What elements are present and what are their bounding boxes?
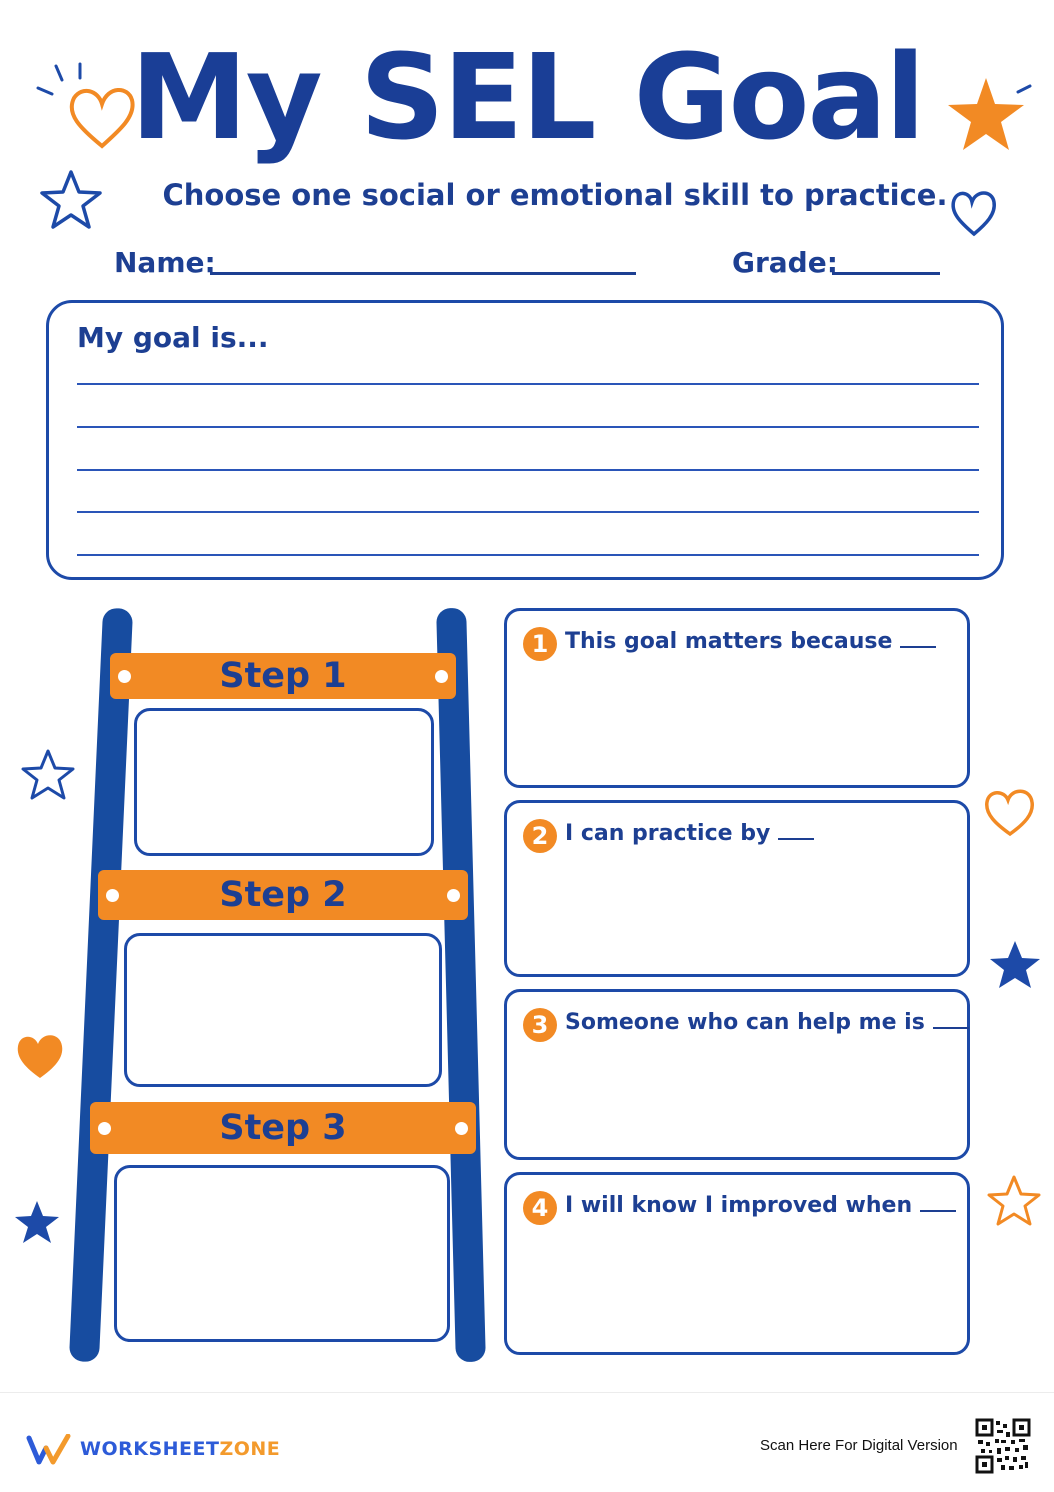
- question-box-3[interactable]: [504, 989, 970, 1160]
- question-box-2[interactable]: [504, 800, 970, 977]
- name-field[interactable]: [210, 272, 636, 275]
- question-prompt: I can practice by: [565, 821, 814, 846]
- heart-icon: [14, 1030, 66, 1082]
- name-label: Name:: [114, 246, 216, 279]
- question-prompt: I will know I improved when: [565, 1193, 956, 1218]
- star-icon: [12, 1198, 62, 1248]
- goal-box: [46, 300, 1004, 580]
- scan-text: Scan Here For Digital Version: [760, 1437, 958, 1454]
- qr-code-icon[interactable]: [975, 1418, 1031, 1474]
- brand-name[interactable]: WORKSHEETZONE: [80, 1438, 281, 1460]
- question-number-badge: 4: [523, 1191, 557, 1225]
- page-title: My SEL Goal: [130, 28, 924, 166]
- question-box-4[interactable]: [504, 1172, 970, 1355]
- goal-writing-line[interactable]: [77, 383, 979, 385]
- step-3-plank: [90, 1102, 476, 1154]
- heart-icon: [946, 184, 1002, 240]
- footer-divider: [0, 1392, 1054, 1393]
- question-number-badge: 3: [523, 1008, 557, 1042]
- step-2-box[interactable]: [124, 933, 442, 1087]
- goal-writing-line[interactable]: [77, 426, 979, 428]
- step-3-box[interactable]: [114, 1165, 450, 1342]
- question-prompt: This goal matters because: [565, 629, 936, 654]
- star-icon: [38, 168, 104, 234]
- star-icon: [20, 748, 76, 804]
- question-box-1[interactable]: [504, 608, 970, 788]
- goal-label: My goal is...: [77, 321, 269, 354]
- step-1-label: Step 1: [219, 656, 347, 696]
- question-number-badge: 2: [523, 819, 557, 853]
- page-subtitle: Choose one social or emotional skill to practice.: [162, 178, 948, 212]
- grade-field[interactable]: [832, 272, 940, 275]
- star-icon: [942, 74, 1034, 158]
- grade-label: Grade:: [732, 246, 838, 279]
- star-icon: [986, 1174, 1042, 1230]
- step-3-label: Step 3: [219, 1108, 347, 1148]
- worksheetzone-logo-icon: [26, 1434, 72, 1466]
- step-2-plank: [98, 870, 468, 920]
- step-1-plank: [110, 653, 456, 699]
- heart-icon: [30, 58, 140, 158]
- star-icon: [988, 938, 1042, 992]
- step-2-label: Step 2: [219, 875, 347, 915]
- goal-writing-line[interactable]: [77, 511, 979, 513]
- question-number-badge: 1: [523, 627, 557, 661]
- heart-icon: [982, 784, 1038, 840]
- step-1-box[interactable]: [134, 708, 434, 856]
- goal-writing-line[interactable]: [77, 554, 979, 556]
- goal-writing-line[interactable]: [77, 469, 979, 471]
- question-prompt: Someone who can help me is: [565, 1010, 969, 1035]
